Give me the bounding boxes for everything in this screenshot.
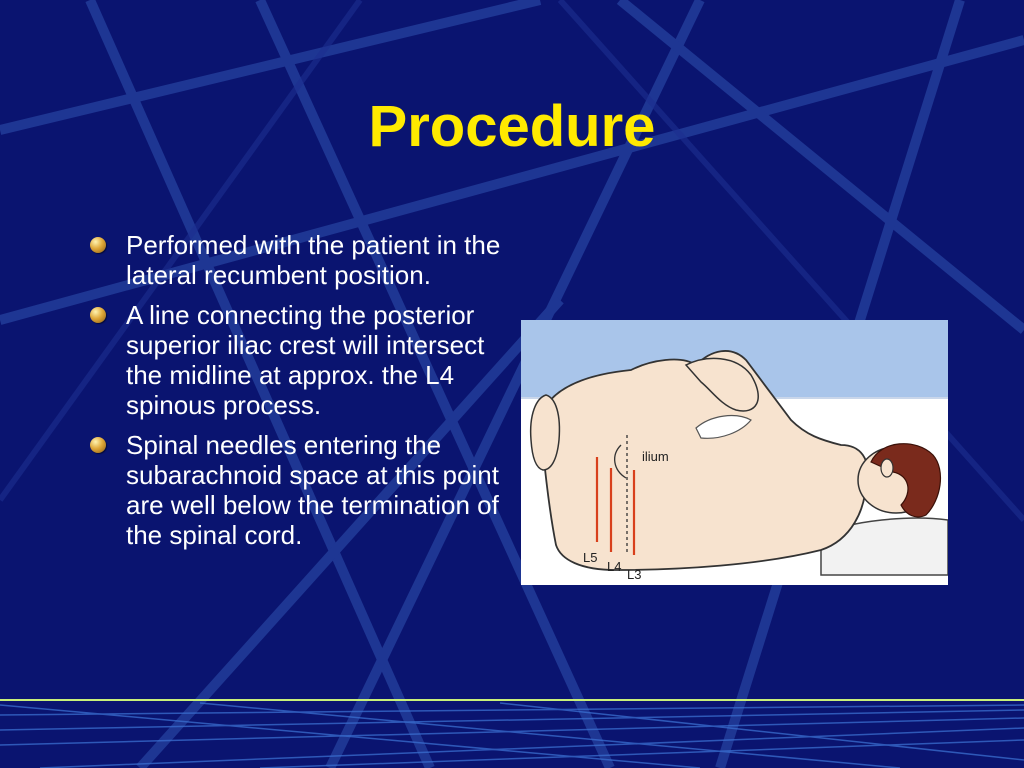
bullet-text: A line connecting the posterior superior iliac crest will intersect the midline at approx. the L4 spinous process. <box>126 300 485 420</box>
slide-title: Procedure <box>368 94 656 159</box>
bullet-icon <box>90 437 106 453</box>
label-l3: L3 <box>627 567 642 582</box>
label-l5: L5 <box>583 550 598 565</box>
bullet-list <box>88 230 508 560</box>
lumbar-puncture-illustration <box>521 320 948 585</box>
label-ilium: ilium <box>642 449 669 464</box>
bullet-item <box>88 300 508 420</box>
label-l4: L4 <box>607 559 622 574</box>
bullet-item <box>88 430 508 550</box>
bullet-text: Spinal needles entering the subarachnoid space at this point are well below the termination of the spinal cord. <box>126 430 499 550</box>
bullet-icon <box>90 237 106 253</box>
bullet-icon <box>90 307 106 323</box>
bullet-item <box>88 230 508 290</box>
bullet-text: Performed with the patient in the lateral recumbent position. <box>126 230 501 290</box>
